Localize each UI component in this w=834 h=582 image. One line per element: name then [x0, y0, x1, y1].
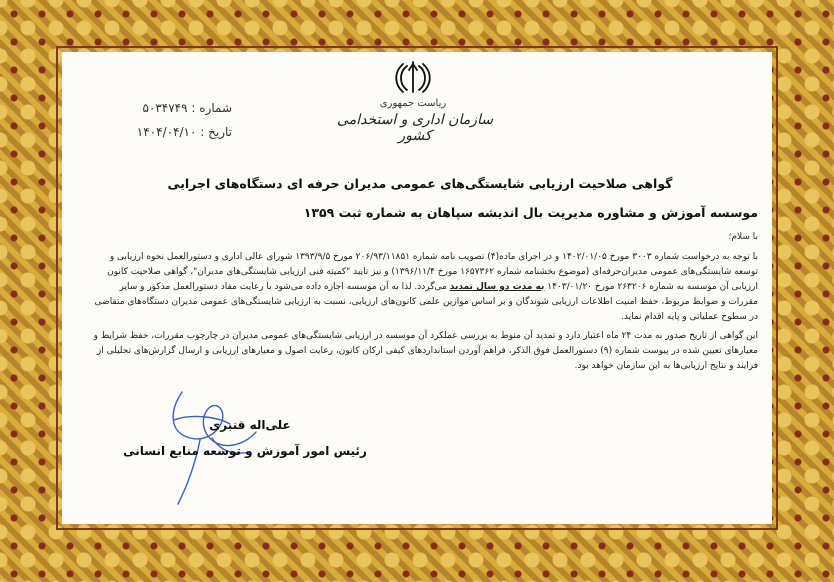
signer-name: علی‌اله قنبری: [209, 418, 291, 432]
number-value: ۵۰۳۴۷۴۹: [142, 101, 188, 115]
document-meta: [82, 96, 232, 144]
certificate-title: گواهی صلاحیت ارزیابی شایستگی‌های عمومی مدیران حرفه ای دستگاه‌های اجرایی: [167, 176, 673, 191]
date-label: تاریخ :: [200, 125, 232, 139]
iran-emblem-icon: [393, 58, 433, 98]
body-paragraph-2: این گواهی از تاریخ صدور به مدت ۲۴ ماه اعتبار دارد و تمدید آن منوط به بررسی عملکرد آن موسسه در ارزیابی شایستگی‌های عمومی مدیران در چارچوب مقررات، حفظ شرایط و معیارهای تعیین شده در پیوست شماره (۹) دستورالعمل فوق الذکر، فراهم آوردن استانداردهای کیفی ارکان کانون، رعایت اصول و معیارهای ارزیابی و ارسال گزارش‌های تحلیلی از فرایند و نتایج ارزیابی‌ها به این سازمان خواهد بود.: [93, 331, 758, 371]
number-label: شماره :: [191, 101, 232, 115]
signer-title: رئیس امور آموزش و توسعه منابع انسانی: [123, 444, 367, 458]
number-row: [82, 96, 232, 120]
salutation: با سلام؛: [728, 232, 758, 242]
extension-highlight: به مدت دو سال تمدید: [449, 282, 545, 292]
date-row: [82, 120, 232, 144]
para1-part-b: می‌گردد. لذا به آن موسسه اجازه داده می‌شود با رعایت مفاد دستورالعمل مذکور و سایر مقررات و ضوابط مربوط، حفظ امنیت اطلاعات ارزیابی شوندگان و بر اساس موازین علمی کانون‌های ارزیابی، نسبت به ارزیابی شایستگی‌های عمومی مدیران دستگاه‌های متقاضی در سطوح عملیاتی و پایه اقدام نماید.: [94, 282, 758, 322]
institute-name: موسسه آموزش و مشاوره مدیریت بال اندیشه سپاهان به شماره ثبت ۱۳۵۹: [303, 205, 758, 220]
para1-part-a: با توجه به درخواست شماره ۳۰۰۳ مورخ ۱۴۰۲/۰۱/۰۵ و در اجرای ماده(۴) تصویب نامه شماره ۲۰۶/۹۳/۱۱۸۵۱ مورخ ۱۳۹۳/۹/۵ شورای عالی اداری و دستورالعمل نحوه ارزیابی و توسعه شایستگی‌های عمومی مدیران‌حرفه‌ای (موضوع بخشنامه شماره ۱۶۵۷۳۶۲ مورخ ۱۳۹۶/۱۱/۴) و نیز تایید "کمیته فنی ارزیابی شایستگی‌های مدیران"، گواهی صلاحیت کانون ارزیابی آن موسسه به شماره ۲۶۳۲۰۶ مورخ ۱۴۰۳/۰۱/۲۰: [107, 252, 758, 292]
body-paragraph-1: [88, 250, 758, 325]
presidency-label: ریاست جمهوری: [379, 98, 447, 109]
organization-name: سازمان اداری و استخدامی کشور: [337, 112, 493, 144]
certificate-body: [88, 250, 758, 374]
date-value: ۱۴۰۴/۰۴/۱۰: [136, 125, 197, 139]
